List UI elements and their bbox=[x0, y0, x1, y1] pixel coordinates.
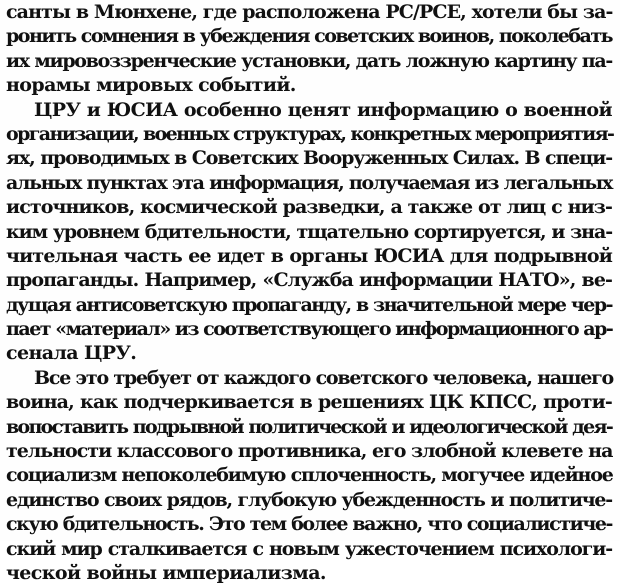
text-line: пает «материал» из соответствующего информационного ар- bbox=[6, 318, 613, 341]
text-line: скую бдительность. Это тем более важно, что социалистиче- bbox=[6, 513, 612, 536]
text-line: норамы мировых событий. bbox=[6, 74, 296, 97]
text-line: источников, космической разведки, а также от лиц с низ- bbox=[6, 196, 612, 219]
text-line: ким уровнем бдительности, тщательно сортируется, и зна- bbox=[6, 220, 612, 243]
text-line: сенала ЦРУ. bbox=[6, 342, 137, 365]
text-line: единство своих рядов, глубокую убежденность и политиче- bbox=[6, 488, 612, 511]
text-line: вопоставить подрывной политической и идеологической дея- bbox=[6, 415, 612, 438]
text-line: санты в Мюнхене, где расположена РС/РСЕ, хотели бы за- bbox=[6, 1, 613, 23]
text-line: ях, проводимых в Советских Вооруженных Силах. В специ- bbox=[6, 147, 612, 170]
text-line: их мировоззренческие установки, дать ложную картину па- bbox=[6, 49, 612, 72]
text-line: тельности классового противника, его злобной клевете на bbox=[6, 440, 613, 463]
text-line: ческой войны империализма. bbox=[6, 561, 326, 584]
text-line: чительная часть ее идет в органы ЮСИА для подрывной bbox=[6, 244, 612, 267]
text-line: дущая антисоветскую пропаганду, в значительной мере чер- bbox=[6, 293, 612, 316]
text-line: ский мир сталкивается с новым ужесточением психологи- bbox=[6, 537, 612, 560]
text-line: альных пунктах эта информация, получаемая из легальных bbox=[6, 171, 612, 194]
text-line: Все это требует от каждого советского человека, нашего bbox=[34, 366, 614, 389]
body-text bbox=[6, 0, 612, 585]
text-line: ронить сомнения в убеждения советских воинов, поколебать bbox=[6, 25, 612, 48]
text-line: пропаганды. Например, «Служба информации НАТО», ве- bbox=[6, 269, 612, 292]
text-line: ЦРУ и ЮСИА особенно ценят информацию о военной bbox=[34, 98, 612, 121]
text-line: организации, военных структурах, конкретных мероприятия- bbox=[6, 122, 614, 145]
text-line: социализм непоколебимую сплоченность, могучее идейное bbox=[6, 464, 613, 487]
text-line: воина, как подчеркивается в решениях ЦК КПСС, проти- bbox=[6, 391, 612, 414]
